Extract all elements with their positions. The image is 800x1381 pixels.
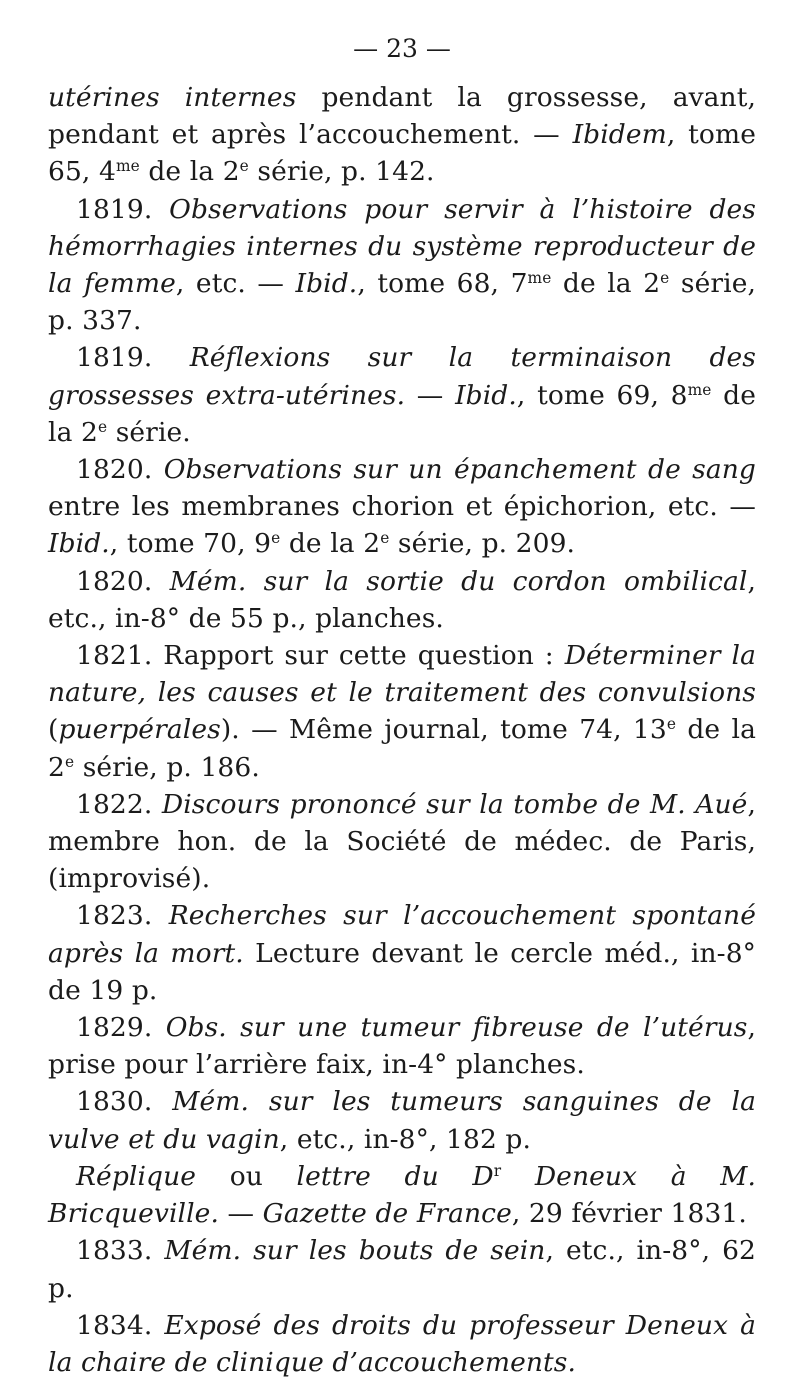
entry-text: 1819. (76, 342, 190, 374)
superscript-text: e (64, 752, 75, 771)
entry-text: , tome 70, 9 (109, 528, 272, 560)
entry-text: ou (196, 1160, 297, 1192)
entry-text: , tome 68, 7 (357, 268, 528, 300)
superscript-text: e (666, 715, 677, 734)
entry-text: 1830. (76, 1086, 173, 1118)
superscript-text: me (115, 157, 140, 176)
entry-text: , etc., in-8°, 182 p. (279, 1123, 532, 1155)
entry-text: , membre hon. de la Société de médec. de Paris, (improvisé). (48, 788, 756, 895)
superscript-text: me (527, 268, 552, 287)
superscript-text: e (660, 268, 670, 287)
superscript-text: e (271, 529, 281, 548)
bibliography-entry (48, 897, 756, 1009)
entry-text: , etc. — (175, 268, 296, 300)
entry-text: série, p. 209. (389, 528, 576, 560)
superscript-text: e (239, 157, 249, 176)
entry-text: de la 2 (48, 714, 756, 783)
bibliography-entry (48, 79, 756, 191)
bibliography-entry (48, 451, 756, 563)
italic-title-text: Mém. sur les bouts de sein (164, 1235, 546, 1267)
italic-title-text: Exposé des droits du professeur Deneux à la chaire de clinique d’accouchements. (48, 1309, 756, 1378)
entry-text: , etc., in-8°, 62 p. (48, 1235, 756, 1304)
italic-title-text: Ibid. (48, 528, 110, 560)
italic-title-text: puerpérales (58, 714, 221, 746)
entry-text: 1829. (76, 1012, 166, 1044)
entry-text: 1819. (76, 193, 170, 225)
italic-title-text: Mém. sur la sortie du cordon ombilical (169, 565, 748, 597)
italic-title-text: Ibid. (295, 268, 358, 300)
entry-text: 1822. (76, 788, 162, 820)
italic-title-text: lettre du D (296, 1160, 494, 1192)
entry-text: série, p. 186. (74, 751, 260, 783)
entry-text: série. (107, 416, 191, 448)
entry-text: ). — Même journal, tome 74, 13 (220, 714, 667, 746)
italic-title-text: Mém. sur les tumeurs sanguines de la vulve et du vagin (48, 1086, 756, 1155)
entry-text: série, p. 142. (248, 156, 435, 188)
entry-text: 1823. (76, 900, 169, 932)
entry-text: — (405, 379, 456, 411)
italic-title-text: Deneux à M. Bricqueville. (48, 1160, 756, 1230)
italic-title-text: Déterminer la nature, les causes et le traitement des convulsions (48, 640, 756, 709)
bibliography-entry (48, 637, 756, 786)
italic-title-text: Recherches sur l’accouchement spontané après la mort. (48, 900, 756, 969)
italic-title-text: Ibid. (455, 379, 517, 411)
bibliography-entry (48, 339, 756, 451)
entry-text: 1820. (76, 565, 170, 597)
italic-title-text: Gazette de France (262, 1198, 512, 1230)
entry-text: , etc., in-8° de 55 p., planches. (48, 565, 756, 634)
page-number: — 23 — (353, 34, 451, 63)
entry-text: , prise pour l’arrière faix, in-4° planches. (48, 1012, 756, 1081)
entry-text: série, p. 337. (48, 268, 756, 337)
italic-title-text: utérines internes (48, 82, 297, 113)
entry-text: 1833. (76, 1235, 165, 1267)
italic-title-text: Ibidem (572, 119, 667, 151)
bibliography-entry (48, 191, 756, 340)
entry-text: , tome 69, 8 (516, 379, 688, 411)
entry-text: 1834. (76, 1309, 165, 1341)
bibliography-entry (48, 786, 756, 898)
entry-text: 1820. (76, 454, 164, 486)
superscript-text: me (687, 380, 712, 399)
bibliography-entry (48, 1083, 756, 1157)
entry-text: ( (48, 714, 59, 746)
italic-title-text: Réplique (76, 1160, 197, 1192)
entry-text: de la 2 (139, 156, 240, 188)
superscript-text: e (380, 529, 390, 548)
superscript-text: e (97, 417, 108, 436)
entry-text: , tome 65, 4 (48, 119, 756, 188)
italic-title-text: Observations sur un épanchement de sang (163, 454, 756, 486)
bibliography-entry (48, 1009, 756, 1083)
superscript-text: r (493, 1161, 502, 1180)
entry-text: de la 2 (280, 528, 381, 560)
bibliography-entry (48, 1232, 756, 1306)
entry-text: — (218, 1198, 263, 1230)
entry-text: entre les membranes chorion et épichorion, etc. — (48, 491, 756, 523)
entry-text: 1821. Rapport sur cette question : (76, 640, 565, 672)
entry-text: pendant la grossesse, avant, pendant et après l’accouchement. — (48, 82, 757, 151)
italic-title-text: Réflexions sur la terminaison des grossesses extra-utérines. (48, 342, 756, 411)
bibliography-entry (48, 563, 756, 637)
entry-text: Lecture devant le cercle méd., in-8° de 19 p. (48, 937, 757, 1006)
italic-title-text: Discours prononcé sur la tombe de M. Aué (161, 788, 748, 820)
entry-text: de la 2 (48, 379, 756, 448)
italic-title-text: Observations pour servir à l’histoire des hémorrhagies internes du système reproducteur de la femme (48, 193, 756, 300)
bibliography-entry (48, 1307, 756, 1381)
bibliography-list (48, 79, 756, 1381)
entry-text: de la 2 (551, 268, 661, 300)
bibliography-entry (48, 1158, 756, 1232)
italic-title-text: Obs. sur une tumeur fibreuse de l’utérus (165, 1012, 748, 1044)
entry-text: , 29 février 1831. (511, 1198, 747, 1230)
